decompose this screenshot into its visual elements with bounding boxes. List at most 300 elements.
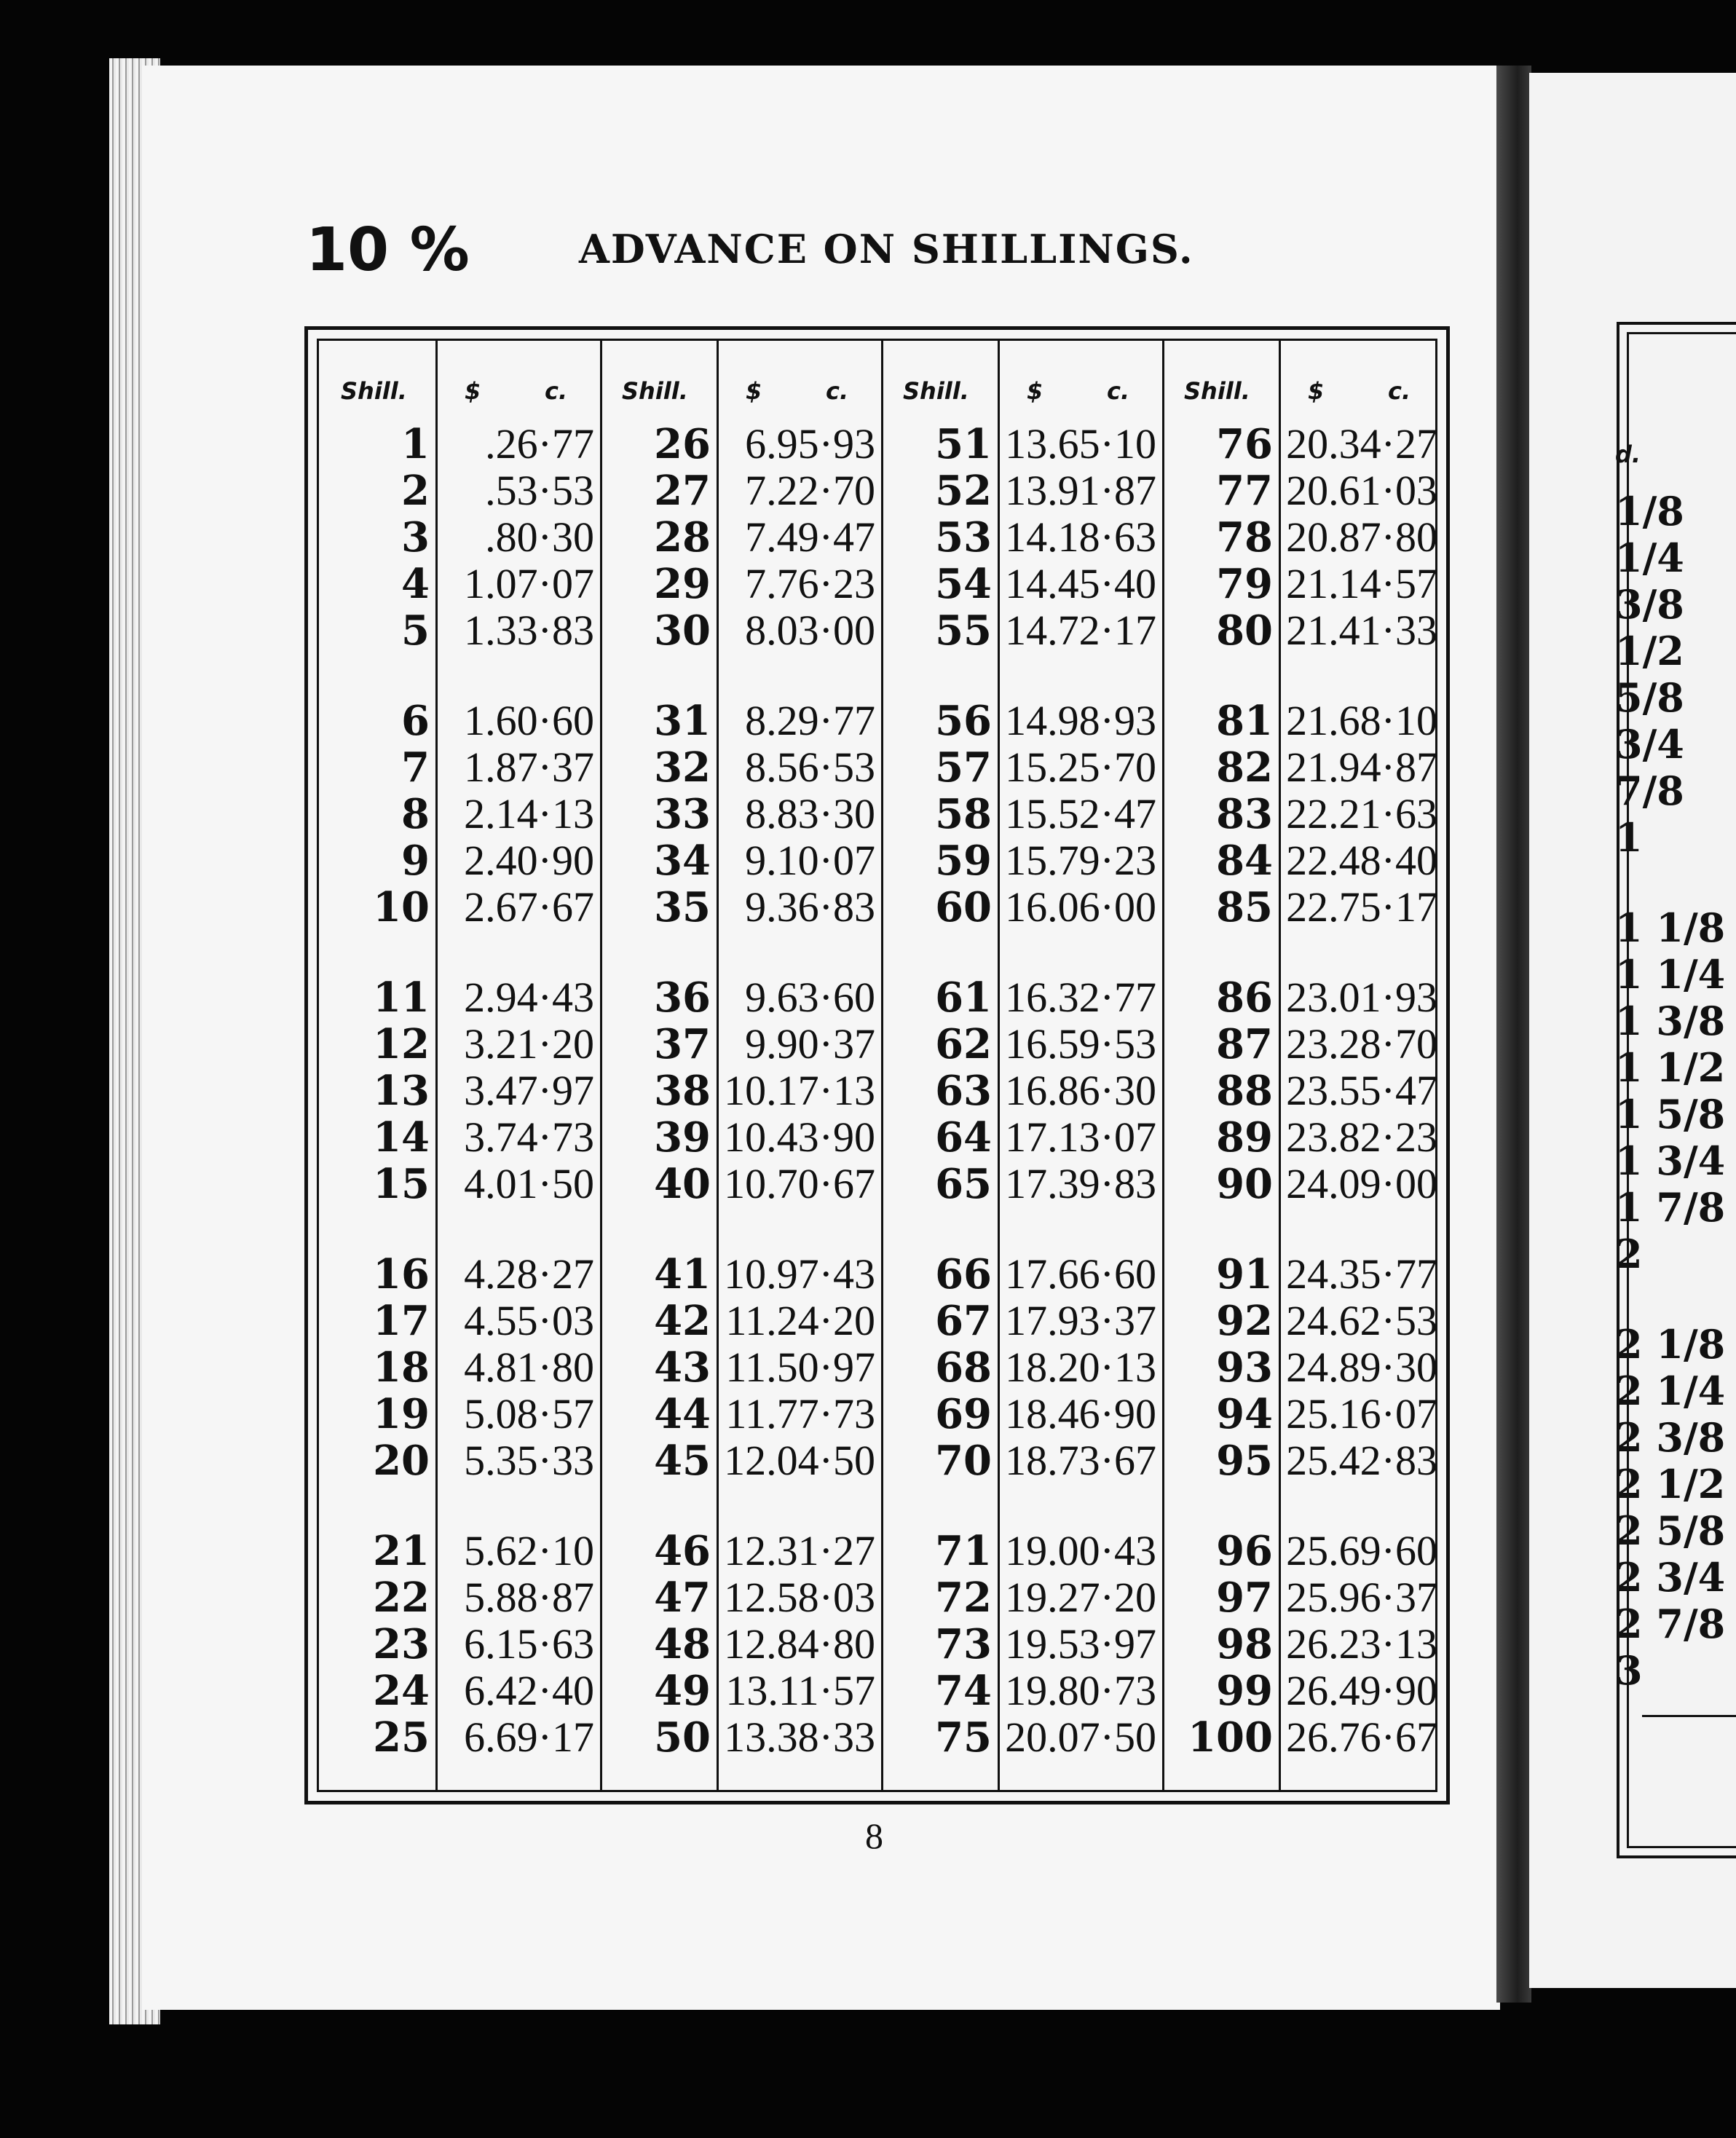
table-row bbox=[881, 561, 1162, 607]
next-page-fraction: 1 1/2 bbox=[1615, 1044, 1726, 1091]
table-row bbox=[1162, 421, 1443, 468]
table-row bbox=[1162, 1621, 1443, 1668]
shilling-value: 89 bbox=[1216, 1113, 1273, 1161]
dollar-cent-value: 10.17·13 bbox=[724, 1067, 875, 1114]
dollar-cent-value: 11.77·73 bbox=[725, 1390, 875, 1437]
shilling-value: 47 bbox=[654, 1574, 711, 1622]
next-page-fraction: 2 3/4 bbox=[1615, 1554, 1726, 1601]
column-header-shill: Shill. bbox=[903, 377, 969, 405]
dollar-cent-value: 17.39·83 bbox=[1005, 1160, 1156, 1207]
table-row bbox=[600, 1161, 881, 1207]
dollar-cent-value: 15.25·70 bbox=[1005, 743, 1156, 791]
table-row bbox=[600, 1437, 881, 1484]
next-page-fraction: 1 bbox=[1615, 814, 1643, 861]
shilling-value: 94 bbox=[1216, 1390, 1273, 1438]
table-row bbox=[600, 1021, 881, 1068]
table-row bbox=[319, 1021, 600, 1068]
shilling-value: 27 bbox=[654, 467, 711, 515]
table-row bbox=[319, 1714, 600, 1761]
table-row bbox=[600, 974, 881, 1021]
shilling-value: 68 bbox=[935, 1344, 992, 1392]
table-row bbox=[1162, 1437, 1443, 1484]
table-row bbox=[1162, 1021, 1443, 1068]
shilling-value: 39 bbox=[654, 1113, 711, 1161]
shilling-value: 1 bbox=[401, 420, 430, 468]
shilling-value: 83 bbox=[1216, 790, 1273, 838]
shilling-value: 29 bbox=[654, 560, 711, 608]
column-header-dollar: $ bbox=[1027, 377, 1043, 405]
shilling-value: 91 bbox=[1216, 1250, 1273, 1298]
shilling-value: 87 bbox=[1216, 1020, 1273, 1068]
table-row bbox=[1162, 698, 1443, 744]
shilling-value: 78 bbox=[1216, 513, 1273, 561]
column-header-shill: Shill. bbox=[341, 377, 407, 405]
table-row bbox=[881, 1298, 1162, 1344]
shilling-value: 17 bbox=[373, 1297, 430, 1345]
table-row bbox=[600, 514, 881, 561]
table-row bbox=[600, 791, 881, 837]
shilling-value: 84 bbox=[1216, 837, 1273, 885]
dollar-cent-value: 23.01·93 bbox=[1286, 974, 1437, 1021]
shilling-value: 56 bbox=[935, 697, 992, 745]
column-header-cents: c. bbox=[826, 377, 849, 405]
dollar-cent-value: 6.15·63 bbox=[464, 1620, 594, 1668]
table-row bbox=[600, 1114, 881, 1161]
conversion-table bbox=[304, 326, 1450, 1804]
book-gutter bbox=[1496, 66, 1531, 2003]
dollar-cent-value: 4.81·80 bbox=[464, 1344, 594, 1391]
shilling-value: 43 bbox=[654, 1344, 711, 1392]
column-header-shill: Shill. bbox=[622, 377, 688, 405]
shilling-value: 81 bbox=[1216, 697, 1273, 745]
next-page-fraction: 2 5/8 bbox=[1615, 1507, 1726, 1554]
table-row bbox=[881, 744, 1162, 791]
dollar-cent-value: 22.75·17 bbox=[1286, 883, 1437, 931]
dollar-cent-value: 5.62·10 bbox=[464, 1527, 594, 1574]
table-row bbox=[1162, 468, 1443, 514]
table-row bbox=[881, 1251, 1162, 1298]
table-row bbox=[1162, 1161, 1443, 1207]
dollar-cent-value: 5.35·33 bbox=[464, 1437, 594, 1484]
dollar-cent-value: 15.52·47 bbox=[1005, 790, 1156, 837]
table-row bbox=[600, 561, 881, 607]
next-page-fraction: 1 1/4 bbox=[1615, 951, 1726, 998]
shilling-value: 31 bbox=[654, 697, 711, 745]
table-row bbox=[881, 837, 1162, 884]
table-row bbox=[600, 884, 881, 931]
column-header-dollar: $ bbox=[746, 377, 762, 405]
shilling-value: 48 bbox=[654, 1620, 711, 1668]
table-row bbox=[881, 791, 1162, 837]
dollar-cent-value: 24.35·77 bbox=[1286, 1250, 1437, 1298]
column-header-dollar: $ bbox=[1308, 377, 1325, 405]
shilling-value: 88 bbox=[1216, 1067, 1273, 1115]
table-row bbox=[1162, 1114, 1443, 1161]
shilling-value: 41 bbox=[654, 1250, 711, 1298]
table-row bbox=[600, 1344, 881, 1391]
shilling-value: 2 bbox=[401, 467, 430, 515]
next-page-fraction: 1 1/8 bbox=[1615, 904, 1726, 951]
shilling-value: 95 bbox=[1216, 1437, 1273, 1485]
table-row bbox=[319, 1251, 600, 1298]
table-row bbox=[881, 884, 1162, 931]
table-row bbox=[319, 1114, 600, 1161]
table-row bbox=[881, 421, 1162, 468]
table-row bbox=[319, 837, 600, 884]
conversion-table-inner bbox=[317, 339, 1437, 1792]
dollar-cent-value: 17.93·37 bbox=[1005, 1297, 1156, 1344]
dollar-cent-value: 21.68·10 bbox=[1286, 697, 1437, 744]
dollar-cent-value: 9.36·83 bbox=[745, 883, 875, 931]
table-row bbox=[881, 974, 1162, 1021]
dollar-cent-value: 21.41·33 bbox=[1286, 607, 1437, 654]
shilling-value: 46 bbox=[654, 1527, 711, 1575]
table-row bbox=[1162, 791, 1443, 837]
next-page-fraction: 1/2 bbox=[1615, 628, 1684, 674]
table-row bbox=[319, 514, 600, 561]
shilling-value: 28 bbox=[654, 513, 711, 561]
dollar-cent-value: 19.00·43 bbox=[1005, 1527, 1156, 1574]
dollar-cent-value: 25.96·37 bbox=[1286, 1574, 1437, 1621]
page-title: ADVANCE ON SHILLINGS. bbox=[579, 226, 1194, 272]
dollar-cent-value: 22.48·40 bbox=[1286, 837, 1437, 884]
shilling-value: 50 bbox=[654, 1713, 711, 1762]
next-page-fraction: 7/8 bbox=[1615, 768, 1684, 814]
table-row bbox=[881, 1161, 1162, 1207]
shilling-value: 58 bbox=[935, 790, 992, 838]
dollar-cent-value: 12.84·80 bbox=[724, 1620, 875, 1668]
column-header-dollar: $ bbox=[465, 377, 481, 405]
dollar-cent-value: 8.29·77 bbox=[745, 697, 875, 744]
shilling-value: 32 bbox=[654, 743, 711, 792]
table-row bbox=[600, 1528, 881, 1574]
shilling-value: 24 bbox=[373, 1667, 430, 1715]
dollar-cent-value: 7.49·47 bbox=[745, 513, 875, 561]
dollar-cent-value: 24.62·53 bbox=[1286, 1297, 1437, 1344]
dollar-cent-value: 14.45·40 bbox=[1005, 560, 1156, 607]
dollar-cent-value: 13.38·33 bbox=[724, 1713, 875, 1761]
dollar-cent-value: 14.98·93 bbox=[1005, 697, 1156, 744]
shilling-value: 62 bbox=[935, 1020, 992, 1068]
next-page-partial bbox=[1529, 73, 1736, 1988]
dollar-cent-value: 19.80·73 bbox=[1005, 1667, 1156, 1714]
shilling-value: 30 bbox=[654, 607, 711, 655]
table-row bbox=[600, 1391, 881, 1437]
next-page-fraction: 2 7/8 bbox=[1615, 1601, 1726, 1647]
dollar-cent-value: 25.42·83 bbox=[1286, 1437, 1437, 1484]
table-row bbox=[881, 1574, 1162, 1621]
next-page-fraction: 1/8 bbox=[1615, 488, 1684, 534]
dollar-cent-value: 8.83·30 bbox=[745, 790, 875, 837]
dollar-cent-value: 24.89·30 bbox=[1286, 1344, 1437, 1391]
dollar-cent-value: 15.79·23 bbox=[1005, 837, 1156, 884]
table-row bbox=[881, 1391, 1162, 1437]
table-row bbox=[1162, 1391, 1443, 1437]
table-row bbox=[1162, 561, 1443, 607]
dollar-cent-value: 26.76·67 bbox=[1286, 1713, 1437, 1761]
dollar-cent-value: 6.95·93 bbox=[745, 420, 875, 468]
table-row bbox=[319, 974, 600, 1021]
dollar-cent-value: 2.94·43 bbox=[464, 974, 594, 1021]
dollar-cent-value: 25.16·07 bbox=[1286, 1390, 1437, 1437]
shilling-value: 25 bbox=[373, 1713, 430, 1762]
next-page-rule bbox=[1642, 1715, 1736, 1717]
dollar-cent-value: 9.10·07 bbox=[745, 837, 875, 884]
dollar-cent-value: 6.42·40 bbox=[464, 1667, 594, 1714]
table-row bbox=[1162, 1251, 1443, 1298]
dollar-cent-value: 22.21·63 bbox=[1286, 790, 1437, 837]
table-row bbox=[1162, 884, 1443, 931]
dollar-cent-value: 3.47·97 bbox=[464, 1067, 594, 1114]
dollar-cent-value: 9.63·60 bbox=[745, 974, 875, 1021]
next-page-fraction: 1 7/8 bbox=[1615, 1184, 1726, 1231]
dollar-cent-value: 12.31·27 bbox=[724, 1527, 875, 1574]
table-row bbox=[319, 1437, 600, 1484]
shilling-value: 35 bbox=[654, 883, 711, 931]
table-row bbox=[881, 698, 1162, 744]
dollar-cent-value: 11.24·20 bbox=[725, 1297, 875, 1344]
shilling-value: 70 bbox=[935, 1437, 992, 1485]
shilling-value: 15 bbox=[373, 1160, 430, 1208]
next-page-fraction: 1 3/8 bbox=[1615, 998, 1726, 1044]
next-page-fraction: 2 3/8 bbox=[1615, 1414, 1726, 1461]
table-row bbox=[600, 837, 881, 884]
shilling-value: 76 bbox=[1216, 420, 1273, 468]
table-row bbox=[600, 1621, 881, 1668]
table-row bbox=[881, 1621, 1162, 1668]
table-row bbox=[881, 1344, 1162, 1391]
shilling-value: 42 bbox=[654, 1297, 711, 1345]
table-row bbox=[319, 791, 600, 837]
table-row bbox=[600, 698, 881, 744]
dollar-cent-value: 23.28·70 bbox=[1286, 1020, 1437, 1068]
table-row bbox=[881, 1114, 1162, 1161]
table-row bbox=[319, 1668, 600, 1714]
shilling-value: 11 bbox=[373, 974, 430, 1022]
dollar-cent-value: 9.90·37 bbox=[745, 1020, 875, 1068]
table-row bbox=[319, 607, 600, 654]
table-row bbox=[600, 421, 881, 468]
next-page-fraction: 2 1/8 bbox=[1615, 1321, 1726, 1368]
shilling-value: 61 bbox=[935, 974, 992, 1022]
dollar-cent-value: 1.07·07 bbox=[464, 560, 594, 607]
shilling-value: 80 bbox=[1216, 607, 1273, 655]
shilling-value: 8 bbox=[401, 790, 430, 838]
shilling-value: 66 bbox=[935, 1250, 992, 1298]
shilling-value: 53 bbox=[935, 513, 992, 561]
shilling-value: 7 bbox=[401, 743, 430, 792]
shilling-value: 37 bbox=[654, 1020, 711, 1068]
table-row bbox=[600, 1251, 881, 1298]
table-row bbox=[319, 1068, 600, 1114]
next-page-fraction: 1 3/4 bbox=[1615, 1137, 1726, 1184]
column-header-shill: Shill. bbox=[1184, 377, 1250, 405]
shilling-value: 40 bbox=[654, 1160, 711, 1208]
dollar-cent-value: 26.23·13 bbox=[1286, 1620, 1437, 1668]
shilling-value: 64 bbox=[935, 1113, 992, 1161]
dollar-cent-value: 13.91·87 bbox=[1005, 467, 1156, 514]
table-row bbox=[319, 1621, 600, 1668]
table-row bbox=[1162, 1574, 1443, 1621]
table-row bbox=[319, 744, 600, 791]
table-row bbox=[1162, 1068, 1443, 1114]
shilling-value: 4 bbox=[401, 560, 430, 608]
table-row bbox=[600, 468, 881, 514]
next-page-fraction: 1/4 bbox=[1615, 534, 1684, 581]
dollar-cent-value: 14.72·17 bbox=[1005, 607, 1156, 654]
dollar-cent-value: 23.82·23 bbox=[1286, 1113, 1437, 1161]
dollar-cent-value: 3.74·73 bbox=[464, 1113, 594, 1161]
dollar-cent-value: 23.55·47 bbox=[1286, 1067, 1437, 1114]
table-row bbox=[319, 561, 600, 607]
shilling-value: 13 bbox=[373, 1067, 430, 1115]
table-row bbox=[319, 1161, 600, 1207]
shilling-value: 85 bbox=[1216, 883, 1273, 931]
next-page-fraction: 2 1/4 bbox=[1615, 1368, 1726, 1414]
dollar-cent-value: 16.32·77 bbox=[1005, 974, 1156, 1021]
shilling-value: 73 bbox=[935, 1620, 992, 1668]
dollar-cent-value: 1.60·60 bbox=[464, 697, 594, 744]
shilling-value: 38 bbox=[654, 1067, 711, 1115]
shilling-value: 99 bbox=[1216, 1667, 1273, 1715]
table-row bbox=[600, 1298, 881, 1344]
dollar-cent-value: 18.46·90 bbox=[1005, 1390, 1156, 1437]
dollar-cent-value: 8.56·53 bbox=[745, 743, 875, 791]
shilling-value: 9 bbox=[401, 837, 430, 885]
next-page-fraction: 3/8 bbox=[1615, 581, 1684, 628]
table-row bbox=[600, 1668, 881, 1714]
dollar-cent-value: 21.14·57 bbox=[1286, 560, 1437, 607]
dollar-cent-value: 14.18·63 bbox=[1005, 513, 1156, 561]
dollar-cent-value: 25.69·60 bbox=[1286, 1527, 1437, 1574]
dollar-cent-value: 24.09·00 bbox=[1286, 1160, 1437, 1207]
dollar-cent-value: .80·30 bbox=[485, 513, 594, 561]
shilling-value: 59 bbox=[935, 837, 992, 885]
shilling-value: 82 bbox=[1216, 743, 1273, 792]
shilling-value: 23 bbox=[373, 1620, 430, 1668]
shilling-value: 3 bbox=[401, 513, 430, 561]
shilling-value: 77 bbox=[1216, 467, 1273, 515]
dollar-cent-value: 26.49·90 bbox=[1286, 1667, 1437, 1714]
table-row bbox=[319, 1574, 600, 1621]
dollar-cent-value: 16.06·00 bbox=[1005, 883, 1156, 931]
table-row bbox=[1162, 1668, 1443, 1714]
dollar-cent-value: .53·53 bbox=[485, 467, 594, 514]
table-row bbox=[881, 607, 1162, 654]
table-row bbox=[1162, 744, 1443, 791]
shilling-value: 67 bbox=[935, 1297, 992, 1345]
shilling-value: 14 bbox=[373, 1113, 430, 1161]
table-row bbox=[1162, 837, 1443, 884]
shilling-value: 63 bbox=[935, 1067, 992, 1115]
dollar-cent-value: 11.50·97 bbox=[725, 1344, 875, 1391]
table-row bbox=[1162, 514, 1443, 561]
table-row bbox=[319, 1528, 600, 1574]
table-row bbox=[1162, 1528, 1443, 1574]
table-row bbox=[1162, 1344, 1443, 1391]
table-row bbox=[1162, 974, 1443, 1021]
dollar-cent-value: 8.03·00 bbox=[745, 607, 875, 654]
next-page-fraction: 1 5/8 bbox=[1615, 1091, 1726, 1137]
table-row bbox=[319, 421, 600, 468]
shilling-value: 79 bbox=[1216, 560, 1273, 608]
dollar-cent-value: 2.14·13 bbox=[464, 790, 594, 837]
dollar-cent-value: 10.70·67 bbox=[724, 1160, 875, 1207]
table-row bbox=[319, 1391, 600, 1437]
dollar-cent-value: 10.43·90 bbox=[724, 1113, 875, 1161]
table-row bbox=[600, 1068, 881, 1114]
dollar-cent-value: 5.08·57 bbox=[464, 1390, 594, 1437]
table-row bbox=[881, 1437, 1162, 1484]
shilling-value: 52 bbox=[935, 467, 992, 515]
table-row bbox=[600, 607, 881, 654]
shilling-value: 60 bbox=[935, 883, 992, 931]
shilling-value: 44 bbox=[654, 1390, 711, 1438]
shilling-value: 90 bbox=[1216, 1160, 1273, 1208]
dollar-cent-value: 1.33·83 bbox=[464, 607, 594, 654]
shilling-value: 20 bbox=[373, 1437, 430, 1485]
dollar-cent-value: 16.59·53 bbox=[1005, 1020, 1156, 1068]
table-row bbox=[319, 1298, 600, 1344]
table-row bbox=[1162, 1714, 1443, 1761]
shilling-value: 97 bbox=[1216, 1574, 1273, 1622]
dollar-cent-value: 12.58·03 bbox=[724, 1574, 875, 1621]
table-row bbox=[1162, 1298, 1443, 1344]
shilling-value: 36 bbox=[654, 974, 711, 1022]
table-row bbox=[600, 744, 881, 791]
shilling-value: 16 bbox=[373, 1250, 430, 1298]
shilling-value: 86 bbox=[1216, 974, 1273, 1022]
dollar-cent-value: 16.86·30 bbox=[1005, 1067, 1156, 1114]
dollar-cent-value: 17.13·07 bbox=[1005, 1113, 1156, 1161]
shilling-value: 65 bbox=[935, 1160, 992, 1208]
table-row bbox=[319, 1344, 600, 1391]
shilling-value: 92 bbox=[1216, 1297, 1273, 1345]
dollar-cent-value: 2.67·67 bbox=[464, 883, 594, 931]
shilling-value: 51 bbox=[935, 420, 992, 468]
shilling-value: 54 bbox=[935, 560, 992, 608]
table-row bbox=[881, 468, 1162, 514]
dollar-cent-value: 17.66·60 bbox=[1005, 1250, 1156, 1298]
dollar-cent-value: .26·77 bbox=[485, 420, 594, 468]
dollar-cent-value: 21.94·87 bbox=[1286, 743, 1437, 791]
next-page-fraction: 2 bbox=[1615, 1231, 1643, 1277]
shilling-value: 26 bbox=[654, 420, 711, 468]
table-row bbox=[881, 1021, 1162, 1068]
shilling-value: 75 bbox=[935, 1713, 992, 1762]
dollar-cent-value: 20.07·50 bbox=[1005, 1713, 1156, 1761]
next-page-fraction: 3 bbox=[1615, 1647, 1643, 1694]
column-header-cents: c. bbox=[1388, 377, 1411, 405]
shilling-value: 49 bbox=[654, 1667, 711, 1715]
shilling-value: 57 bbox=[935, 743, 992, 792]
shilling-value: 5 bbox=[401, 607, 430, 655]
shilling-value: 100 bbox=[1188, 1713, 1273, 1762]
dollar-cent-value: 2.40·90 bbox=[464, 837, 594, 884]
table-row bbox=[1162, 607, 1443, 654]
shilling-value: 19 bbox=[373, 1390, 430, 1438]
dollar-cent-value: 5.88·87 bbox=[464, 1574, 594, 1621]
dollar-cent-value: 13.65·10 bbox=[1005, 420, 1156, 468]
dollar-cent-value: 3.21·20 bbox=[464, 1020, 594, 1068]
next-page-column-header: d. bbox=[1615, 441, 1641, 468]
shilling-value: 45 bbox=[654, 1437, 711, 1485]
table-row bbox=[600, 1574, 881, 1621]
dollar-cent-value: 7.76·23 bbox=[745, 560, 875, 607]
shilling-value: 55 bbox=[935, 607, 992, 655]
shilling-value: 33 bbox=[654, 790, 711, 838]
dollar-cent-value: 1.87·37 bbox=[464, 743, 594, 791]
